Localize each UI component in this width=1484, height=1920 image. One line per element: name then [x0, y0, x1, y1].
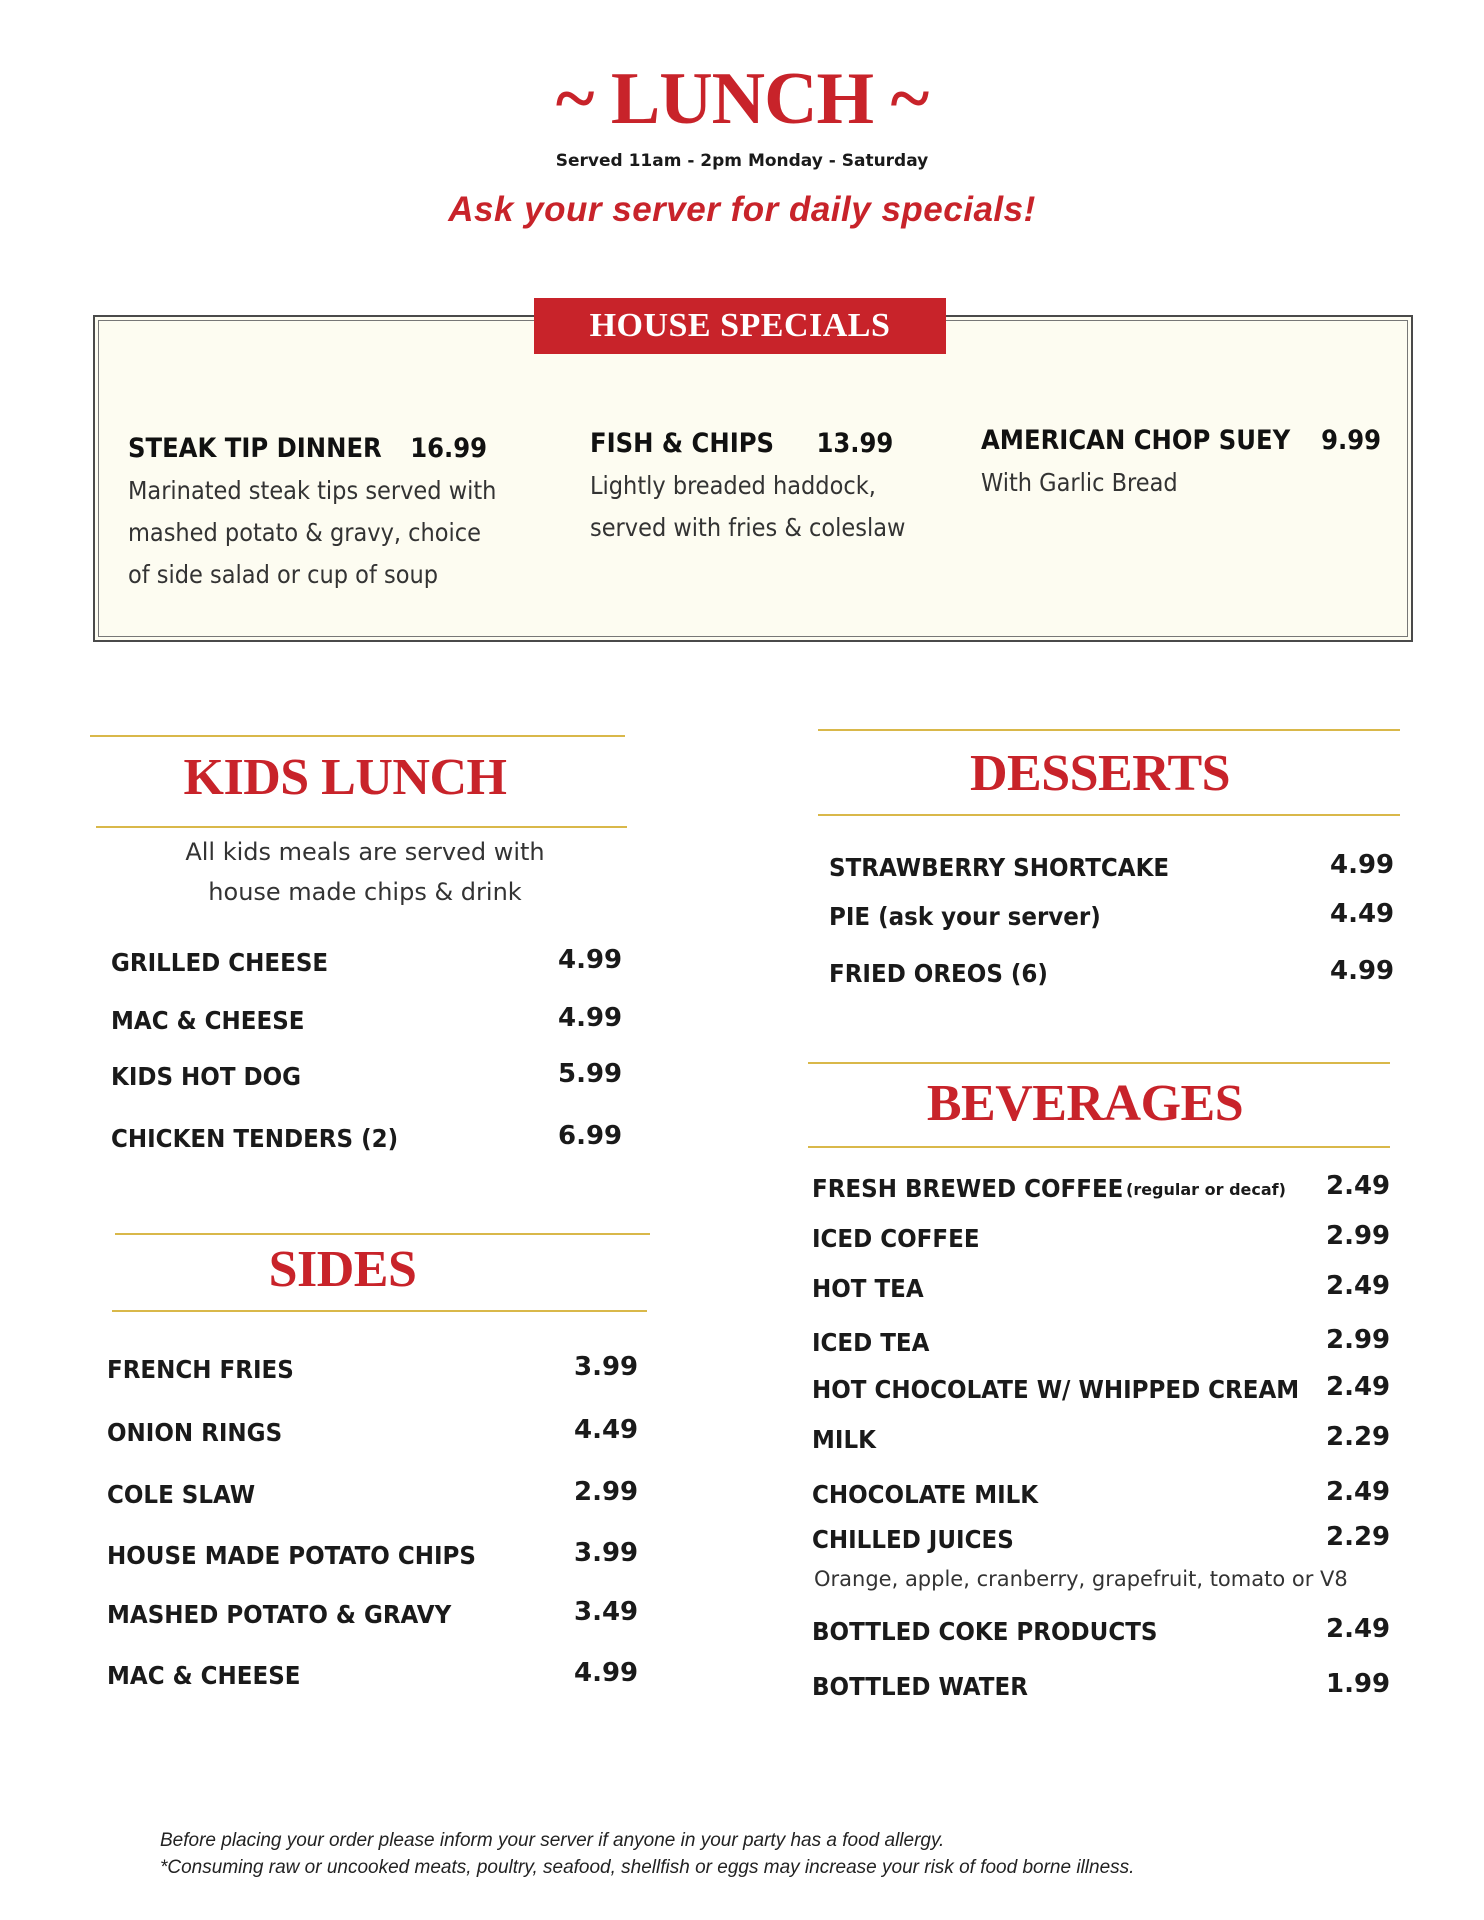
menu-item-name: FRESH BREWED COFFEE: [812, 1174, 1124, 1203]
special-description: With Garlic Bread: [981, 468, 1178, 497]
menu-item-name: FRIED OREOS (6): [829, 959, 1048, 988]
menu-item-price: 2.49: [1326, 1271, 1391, 1301]
divider: [808, 1146, 1390, 1148]
divider: [90, 735, 625, 737]
menu-item-price: 1.99: [1326, 1669, 1391, 1699]
menu-item-price: 3.49: [574, 1597, 639, 1627]
divider: [818, 729, 1400, 731]
menu-item-price: 2.49: [1326, 1477, 1391, 1507]
menu-item-price: 4.99: [1330, 850, 1395, 880]
consumption-warning: *Consuming raw or uncooked meats, poultry, seafood, shellfish or eggs may increase your risk of food borne illness.: [160, 1857, 1135, 1878]
menu-item-note: Orange, apple, cranberry, grapefruit, tomato or V8: [814, 1567, 1348, 1591]
menu-item-name: HOT CHOCOLATE W/ WHIPPED CREAM: [812, 1375, 1300, 1404]
menu-item-price: 4.99: [558, 945, 623, 975]
menu-item-price: 2.29: [1326, 1422, 1391, 1452]
divider: [808, 1062, 1390, 1064]
menu-item-name: ICED COFFEE: [812, 1224, 980, 1253]
menu-item-price: 4.49: [1330, 899, 1395, 929]
menu-item-price: 2.29: [1326, 1522, 1391, 1552]
menu-item-price: 2.99: [1326, 1325, 1391, 1355]
menu-item-qualifier: (regular or decaf): [1126, 1180, 1286, 1199]
menu-item-name: COLE SLAW: [107, 1480, 256, 1509]
special-item: [981, 425, 1381, 504]
menu-item-name: ICED TEA: [812, 1328, 930, 1357]
serving-hours: Served 11am - 2pm Monday - Saturday: [555, 151, 929, 171]
menu-item-price: 4.99: [574, 1658, 639, 1688]
menu-item-name: STRAWBERRY SHORTCAKE: [829, 853, 1170, 882]
menu-item-name: MASHED POTATO & GRAVY: [107, 1600, 452, 1629]
special-name: AMERICAN CHOP SUEY: [981, 425, 1291, 456]
menu-item-price: 3.99: [574, 1538, 639, 1568]
menu-item-price: 2.99: [1326, 1221, 1391, 1251]
special-name: STEAK TIP DINNER: [128, 433, 382, 464]
menu-item-price: 6.99: [558, 1121, 623, 1151]
special-name: FISH & CHIPS: [590, 428, 775, 459]
menu-item-name: CHOCOLATE MILK: [812, 1480, 1039, 1509]
menu-item-name: BOTTLED COKE PRODUCTS: [812, 1617, 1158, 1646]
menu-item-name: MAC & CHEESE: [111, 1006, 305, 1035]
menu-item-name: PIE (ask your server): [829, 902, 1101, 931]
menu-item-name: CHILLED JUICES: [812, 1525, 1014, 1554]
special-price: 9.99: [1321, 425, 1381, 456]
special-price: 16.99: [410, 433, 488, 464]
menu-item-price: 3.99: [574, 1352, 639, 1382]
sides-heading: SIDES: [268, 1241, 417, 1298]
menu-item-price: 4.99: [1330, 956, 1395, 986]
special-description: Lightly breaded haddock, served with fries & coleslaw: [590, 471, 906, 542]
divider: [112, 1310, 647, 1312]
menu-item-price: 5.99: [558, 1059, 623, 1089]
desserts-heading: DESSERTS: [969, 745, 1231, 802]
special-item: [590, 428, 905, 549]
menu-item-price: 2.99: [574, 1477, 639, 1507]
kids-lunch-heading: KIDS LUNCH: [183, 749, 507, 806]
special-description: Marinated steak tips served with mashed potato & gravy, choice of side salad or cup of soup: [128, 476, 497, 589]
menu-item-name: ONION RINGS: [107, 1418, 283, 1447]
house-specials-heading: HOUSE SPECIALS: [534, 298, 946, 354]
special-price: 13.99: [816, 428, 894, 459]
menu-item-price: 2.49: [1326, 1372, 1391, 1402]
special-item: [128, 433, 496, 596]
menu-item-price: 2.49: [1326, 1171, 1391, 1201]
divider: [818, 814, 1400, 816]
menu-item-name: BOTTLED WATER: [812, 1672, 1028, 1701]
menu-item-name: GRILLED CHEESE: [111, 948, 329, 977]
page-title: ~ LUNCH ~: [555, 58, 929, 140]
menu-item-name: HOT TEA: [812, 1274, 924, 1303]
menu-item-price: 4.99: [558, 1003, 623, 1033]
allergy-notice: Before placing your order please inform your server if anyone in your party has a food allergy.: [160, 1830, 945, 1851]
menu-item-name: HOUSE MADE POTATO CHIPS: [107, 1541, 476, 1570]
daily-specials-note: Ask your server for daily specials!: [448, 190, 1036, 229]
menu-item-name: KIDS HOT DOG: [111, 1062, 302, 1091]
menu-item-price: 4.49: [574, 1415, 639, 1445]
kids-meals-note: All kids meals are served with house made chips & drink: [185, 838, 545, 906]
divider: [96, 826, 627, 828]
beverages-heading: BEVERAGES: [926, 1075, 1244, 1132]
menu-item-name: MILK: [812, 1425, 876, 1454]
menu-item-name: CHICKEN TENDERS (2): [111, 1124, 399, 1153]
menu-item-price: 2.49: [1326, 1614, 1391, 1644]
menu-item-name: FRENCH FRIES: [107, 1355, 294, 1384]
menu-item-name: MAC & CHEESE: [107, 1661, 301, 1690]
divider: [115, 1233, 650, 1235]
